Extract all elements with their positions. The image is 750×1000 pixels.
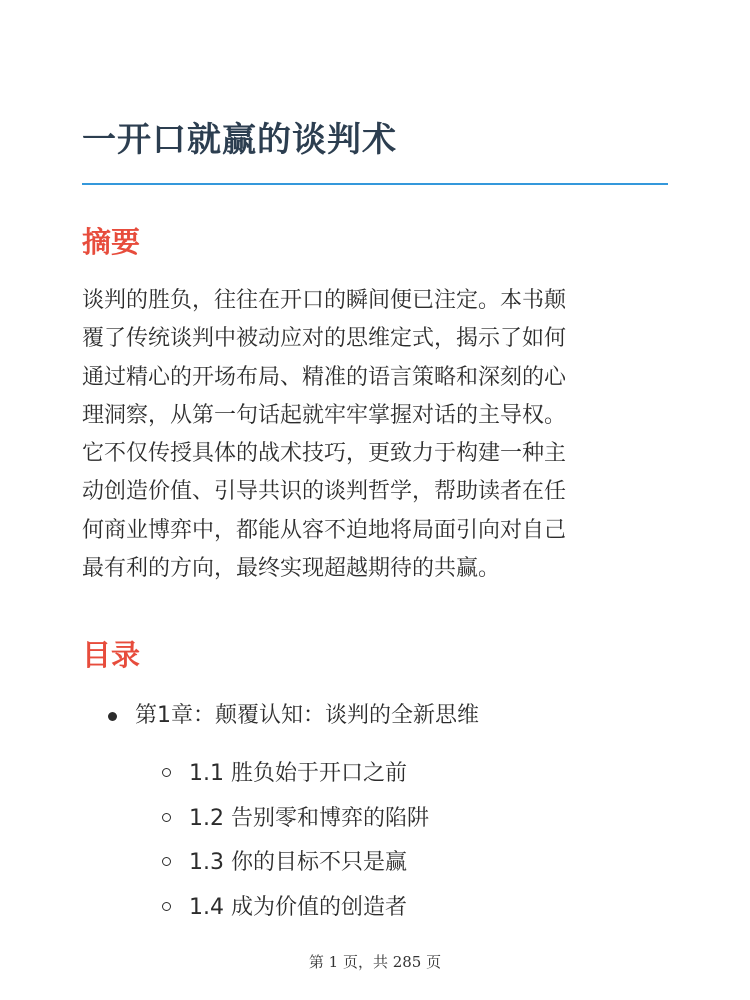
bullet-circle-icon bbox=[162, 902, 171, 911]
abstract-line: 理洞察，从第一句话起就牢牢掌握对话的主导权。 bbox=[82, 402, 567, 428]
book-title: 一开口就赢的谈判术 bbox=[82, 120, 397, 160]
toc-section-item[interactable]: 1.3 你的目标不只是赢 bbox=[189, 850, 407, 875]
abstract-heading: 摘要 bbox=[82, 225, 141, 259]
bullet-circle-icon bbox=[162, 857, 171, 866]
title-divider bbox=[82, 183, 668, 185]
toc-section-item[interactable]: 1.2 告别零和博弈的陷阱 bbox=[189, 806, 429, 831]
page-number-footer: 第 1 页，共 285 页 bbox=[308, 953, 442, 971]
bullet-circle-icon bbox=[162, 768, 171, 777]
toc-section-item[interactable]: 1.1 胜负始于开口之前 bbox=[189, 761, 407, 786]
abstract-line: 它不仅传授具体的战术技巧，更致力于构建一种主 bbox=[82, 441, 567, 467]
toc-heading: 目录 bbox=[82, 638, 141, 672]
abstract-line: 动创造价值、引导共识的谈判哲学，帮助读者在任 bbox=[82, 479, 567, 505]
abstract-line: 覆了传统谈判中被动应对的思维定式，揭示了如何 bbox=[82, 326, 567, 352]
abstract-paragraph bbox=[82, 282, 674, 588]
toc-section-item[interactable]: 1.4 成为价值的创造者 bbox=[189, 895, 407, 920]
toc-chapter-item[interactable]: 第1章：颠覆认知：谈判的全新思维 bbox=[135, 703, 479, 728]
abstract-line: 谈判的胜负，往往在开口的瞬间便已注定。本书颠 bbox=[82, 288, 567, 313]
abstract-line: 通过精心的开场布局、精准的语言策略和深刻的心 bbox=[82, 364, 567, 390]
bullet-circle-icon bbox=[162, 813, 171, 822]
abstract-line: 何商业博弈中，都能从容不迫地将局面引向对自己 bbox=[82, 517, 567, 543]
abstract-line: 最有利的方向，最终实现超越期待的共赢。 bbox=[82, 556, 501, 582]
bullet-disc-icon bbox=[108, 712, 117, 721]
